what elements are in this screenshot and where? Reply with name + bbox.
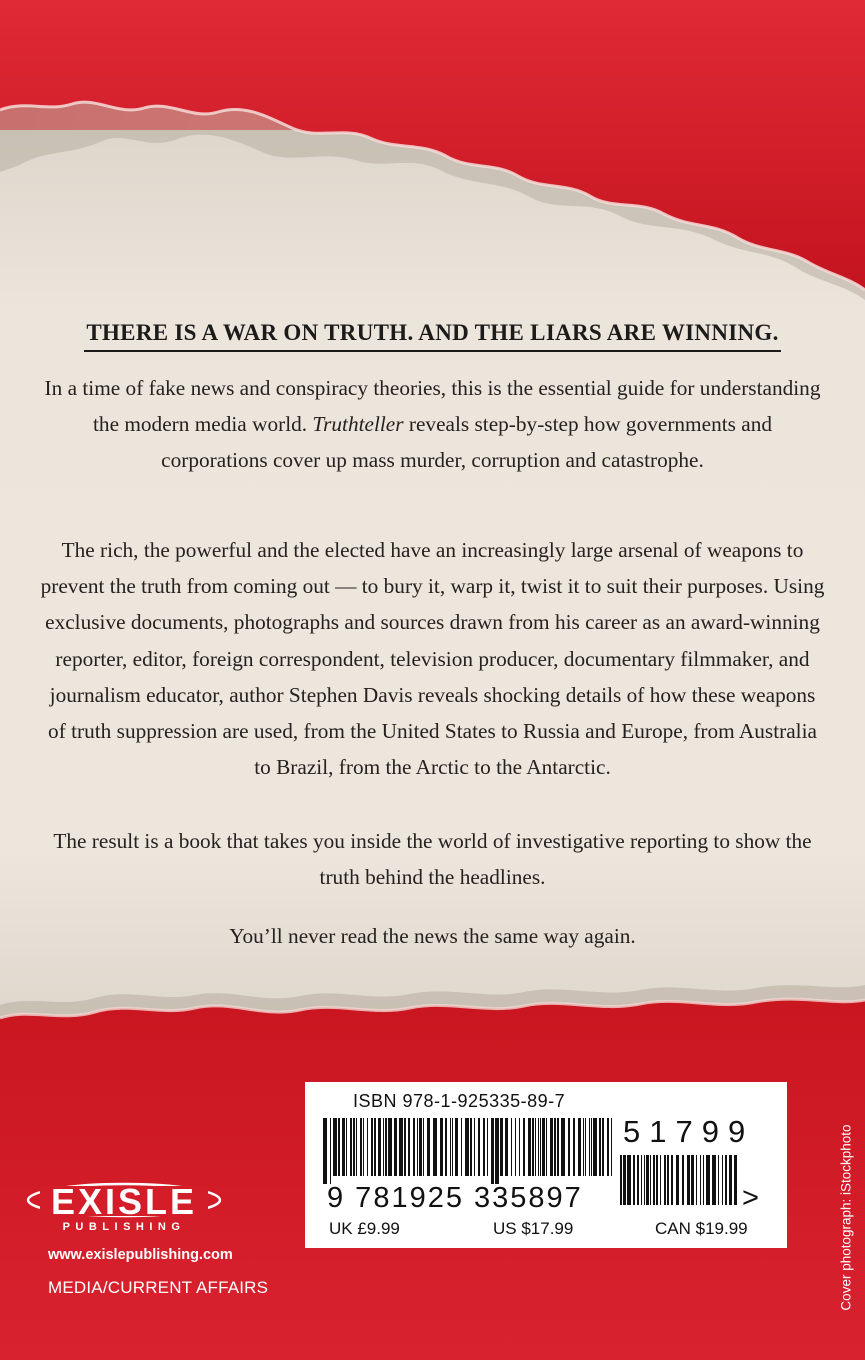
barcode-bar (611, 1118, 612, 1176)
barcode-bar (360, 1118, 362, 1176)
barcode-bar (729, 1155, 732, 1205)
barcode-bar (483, 1118, 485, 1176)
barcode-bar (585, 1118, 586, 1176)
barcode-bar (620, 1155, 622, 1205)
barcode-bar (465, 1118, 469, 1176)
barcode-bar (633, 1155, 635, 1205)
barcode-bar (696, 1155, 697, 1205)
barcode-bar (722, 1155, 723, 1205)
barcode-bar (371, 1118, 373, 1176)
barcode-bar (599, 1118, 601, 1176)
barcode-bar (644, 1155, 645, 1205)
barcode-bar (712, 1155, 716, 1205)
barcode-bar (540, 1118, 541, 1176)
barcode-bar (519, 1118, 520, 1176)
barcode-bar (478, 1118, 480, 1176)
barcode-bar (385, 1118, 387, 1176)
barcode-bar (593, 1118, 597, 1176)
barcode-bar (650, 1155, 651, 1205)
barcode-bar (367, 1118, 368, 1176)
barcode-bar (542, 1118, 545, 1176)
barcode-bar (568, 1118, 570, 1176)
barcode-bar (346, 1118, 347, 1176)
barcode-bar (452, 1118, 453, 1176)
barcode-bar (445, 1118, 447, 1176)
barcode-bar (538, 1118, 539, 1176)
tagline-heading (0, 320, 865, 346)
book-category: MEDIA/CURRENT AFFAIRS (48, 1278, 269, 1297)
barcode-bar (338, 1118, 340, 1176)
barcode-digits: 9 781925 335897 (327, 1182, 583, 1214)
barcode-bar (671, 1155, 673, 1205)
barcode-bar (546, 1118, 547, 1176)
barcode-bar (532, 1118, 534, 1176)
barcode-bar (511, 1118, 512, 1176)
barcode-bar (700, 1155, 701, 1205)
price-uk: UK £9.99 (329, 1219, 400, 1238)
closing-line: You’ll never read the news the same way again. (229, 924, 636, 948)
barcode-bar (557, 1118, 559, 1176)
intro-paragraph (40, 370, 825, 479)
body-paragraph: The rich, the powerful and the elected have an increasingly large arsenal of weapons to prevent the truth from coming out — to bury it, warp it, twist it to suit their purposes. Using exclusive documents, photographs and sources drawn from his career as an award-winning reporter, editor, foreign correspondent, television producer, documentary filmmaker, and journalism educator, author Stephen Davis reveals shocking details of how these weapons of truth suppression are used, from the United States to Russia and Europe, from Australia to Brazil, from the Arctic to the Antarctic. (40, 538, 825, 780)
barcode-bar (342, 1118, 345, 1176)
photo-credit: Cover photograph: iStockphoto (838, 1124, 854, 1311)
barcode-bar (350, 1118, 352, 1176)
barcode-bar (399, 1118, 403, 1176)
barcode-bar (330, 1118, 331, 1184)
barcode-bar (363, 1118, 364, 1176)
barcode-bar (734, 1155, 737, 1205)
barcode-bar (487, 1118, 488, 1176)
barcode-bar (656, 1155, 658, 1205)
barcode-bar (323, 1118, 327, 1184)
barcode-bar (676, 1155, 679, 1205)
barcode-bar (667, 1155, 669, 1205)
barcode-arrow: > (742, 1182, 759, 1214)
barcode-bar (718, 1155, 719, 1205)
intro-text-after: reveals step-by-step how governments and corporations cover up mass murder, corruption and catastrophe. (161, 412, 772, 473)
barcode-bar (589, 1118, 590, 1176)
barcode-bar (725, 1155, 727, 1205)
barcode-bar (356, 1118, 357, 1176)
barcode-bar (607, 1118, 609, 1176)
barcode-panel (305, 1082, 787, 1248)
exisle-publishing-logo (24, 1172, 224, 1234)
barcode-bar (374, 1118, 376, 1176)
price-code: 51799 (623, 1114, 755, 1149)
barcode-bar (427, 1118, 430, 1176)
barcode-bar (623, 1155, 626, 1205)
result-paragraph: The result is a book that takes you inside the world of investigative reporting to show the truth behind the headlines. (53, 829, 812, 890)
barcode-bar (500, 1118, 503, 1176)
barcode-bar (383, 1118, 384, 1176)
price-can: CAN $19.99 (655, 1219, 748, 1238)
barcode-bar (505, 1118, 508, 1176)
barcode-bar (653, 1155, 655, 1205)
barcode-bar (554, 1118, 556, 1176)
barcode-bar (691, 1155, 694, 1205)
barcode-bar (591, 1118, 592, 1176)
barcode-bar (583, 1118, 584, 1176)
barcode-bar (419, 1118, 422, 1176)
barcode-bar (664, 1155, 666, 1205)
addon-barcode (620, 1155, 740, 1213)
barcode-bar (627, 1155, 631, 1205)
barcode-bar (578, 1118, 581, 1176)
barcode-bar (417, 1118, 418, 1176)
barcode-bar (660, 1155, 661, 1205)
barcode-bar (550, 1118, 553, 1176)
barcode-bar (637, 1155, 639, 1205)
barcode-bar (470, 1118, 472, 1176)
barcode-bar (703, 1155, 704, 1205)
barcode-bar (408, 1118, 410, 1176)
barcode-bar (353, 1118, 355, 1176)
price-us: US $17.99 (493, 1219, 574, 1238)
book-title-italic: Truthteller (312, 412, 404, 437)
logo-subtext: PUBLISHING (62, 1221, 186, 1233)
tagline-text: THERE IS A WAR ON TRUTH. AND THE LIARS ARE WINNING. (84, 320, 780, 352)
barcode-bar (706, 1155, 710, 1205)
barcode-bar (491, 1118, 494, 1184)
barcode-bar (646, 1155, 649, 1205)
barcode-bar (413, 1118, 415, 1176)
barcode-bar (404, 1118, 406, 1176)
isbn-barcode (323, 1118, 615, 1184)
barcode-bar (440, 1118, 443, 1176)
barcode-bar (378, 1118, 381, 1176)
barcode-bar (423, 1118, 424, 1176)
barcode-bar (641, 1155, 642, 1205)
logo-wordmark: EXISLE (50, 1181, 198, 1222)
intro-text-before: In a time of fake news and conspiracy theories, this is the essential guide for understanding the modern media world. (44, 376, 821, 437)
barcode-bar (394, 1118, 397, 1176)
barcode-bar (682, 1155, 684, 1205)
barcode-bar (495, 1118, 499, 1184)
barcode-bar (515, 1118, 516, 1176)
barcode-bar (455, 1118, 458, 1176)
barcode-bar (528, 1118, 531, 1176)
barcode-bar (333, 1118, 337, 1176)
isbn-label: ISBN 978-1-925335-89-7 (353, 1091, 566, 1111)
barcode-bar (561, 1118, 565, 1176)
barcode-bar (474, 1118, 475, 1176)
barcode-bar (687, 1155, 690, 1205)
barcode-bar (535, 1118, 536, 1176)
barcode-bar (450, 1118, 451, 1176)
barcode-bar (388, 1118, 392, 1176)
publisher-website: www.exislepublishing.com (48, 1247, 233, 1263)
barcode-bar (602, 1118, 604, 1176)
barcode-bar (461, 1118, 462, 1176)
barcode-bar (523, 1118, 525, 1176)
barcode-bar (573, 1118, 575, 1176)
barcode-bar (433, 1118, 437, 1176)
